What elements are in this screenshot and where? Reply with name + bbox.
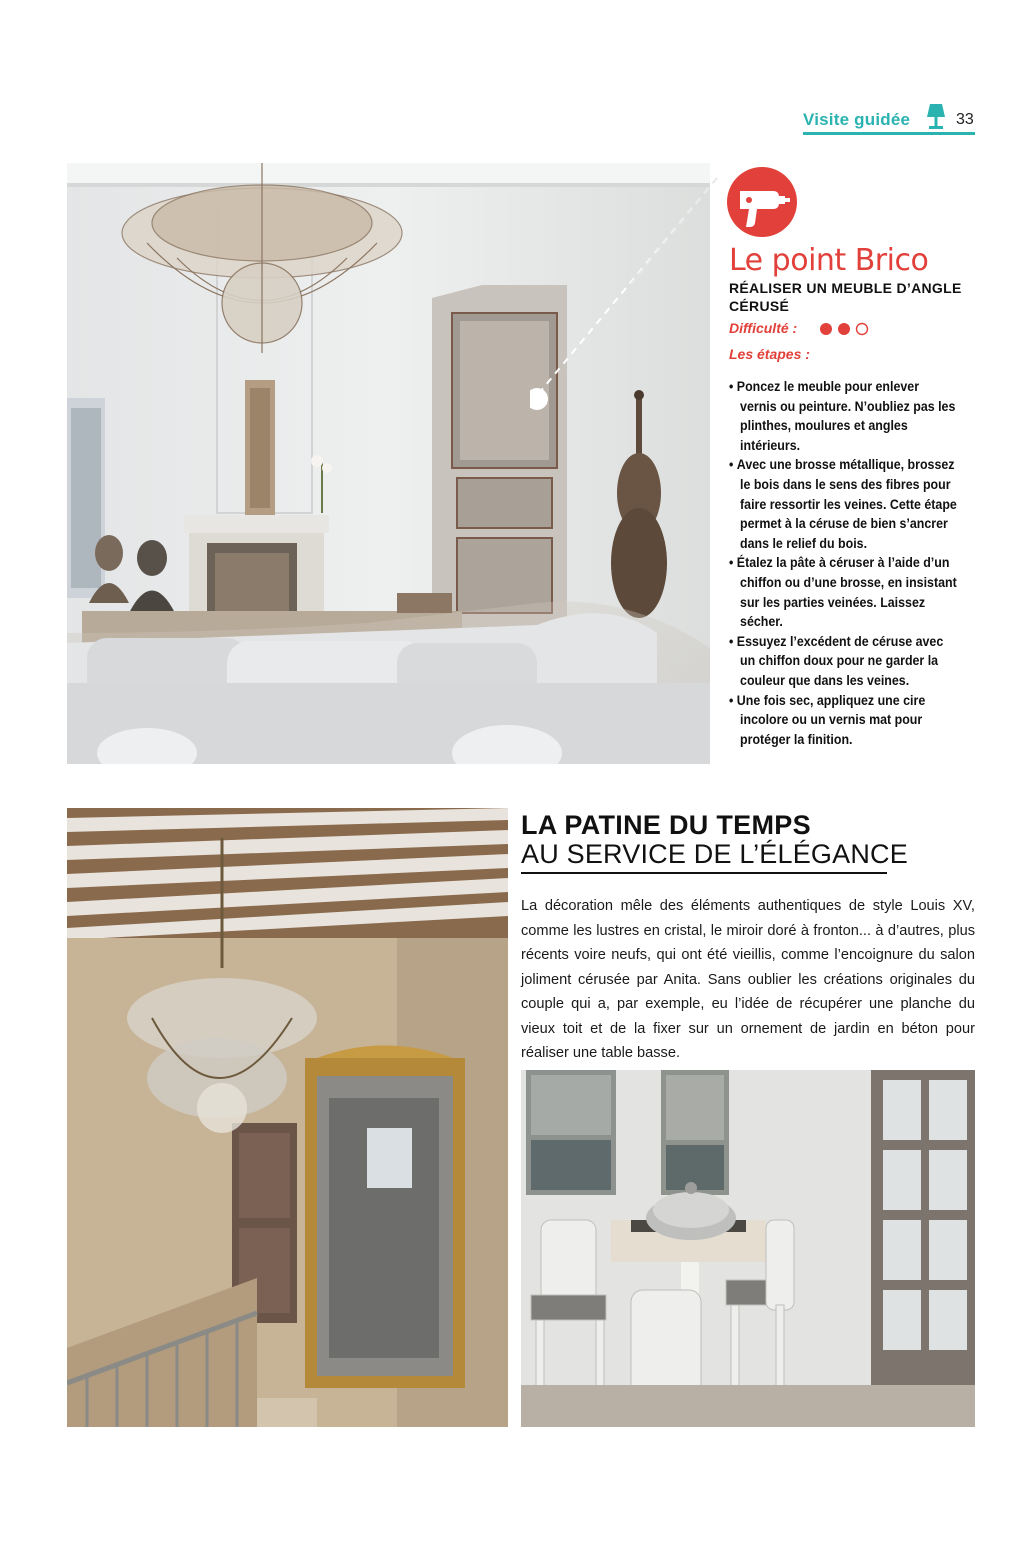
list-item: • Essuyez l’excédent de céruse avec un chiffon doux pour ne garder la couleur que dans les veines. [729,632,959,691]
lamp-icon [925,103,947,131]
page-number: 33 [956,111,974,128]
steps-label: Les étapes : [729,346,810,362]
photo-dining-corner [521,1070,975,1427]
difficulty-dot [857,324,868,335]
article-body: La décoration mêle des éléments authentiques de style Louis XV, comme les lustres en cristal, le miroir doré à fronton... à d’autres, plus récents voire neufs, qui ont été vieillis, comme l’encoignure du salon joliment cérusée par Anita. Sans oublier les créations originales du couple qui a, par exemple, eu l’idée de récupérer une planche du vieux toit et de la fixer sur un ornement de jardin en béton pour réaliser une table basse. [521,898,975,1061]
brico-subtitle: RÉALISER UN MEUBLE D’ANGLE CÉRUSÉ [729,280,962,314]
article-subtitle: AU SERVICE DE L’ÉLÉGANCE [521,839,908,869]
steps-list [729,377,959,749]
list-item: • Une fois sec, appliquez une cire incolore ou un vernis mat pour protéger la finition. [729,691,959,750]
brico-title: Le point Brico [729,243,929,278]
difficulty-dot [820,323,832,335]
title-rule [521,872,887,874]
difficulty-rating [819,321,871,342]
difficulty-dot [838,323,850,335]
list-item: • Avec une brosse métallique, brossez le bois dans le sens des fibres pour faire ressortir les veines. Cette étape permet à la céruse de bien s’ancrer dans le relief du bois. [729,455,959,553]
drill-icon [727,167,797,237]
list-item: • Poncez le meuble pour enlever vernis ou peinture. N’oubliez pas les plinthes, moulures et angles intérieurs. [729,377,959,455]
header-rule [803,132,975,135]
photo-staircase [67,808,508,1427]
section-title: Visite guidée [803,110,911,129]
difficulty-label: Difficulté : [729,320,798,336]
list-item: • Étalez la pâte à céruser à l’aide d’un chiffon ou d’une brosse, en insistant sur les parties veinées. Laissez sécher. [729,553,959,631]
callout-connector [530,170,730,410]
article-title: LA PATINE DU TEMPS [521,810,811,840]
